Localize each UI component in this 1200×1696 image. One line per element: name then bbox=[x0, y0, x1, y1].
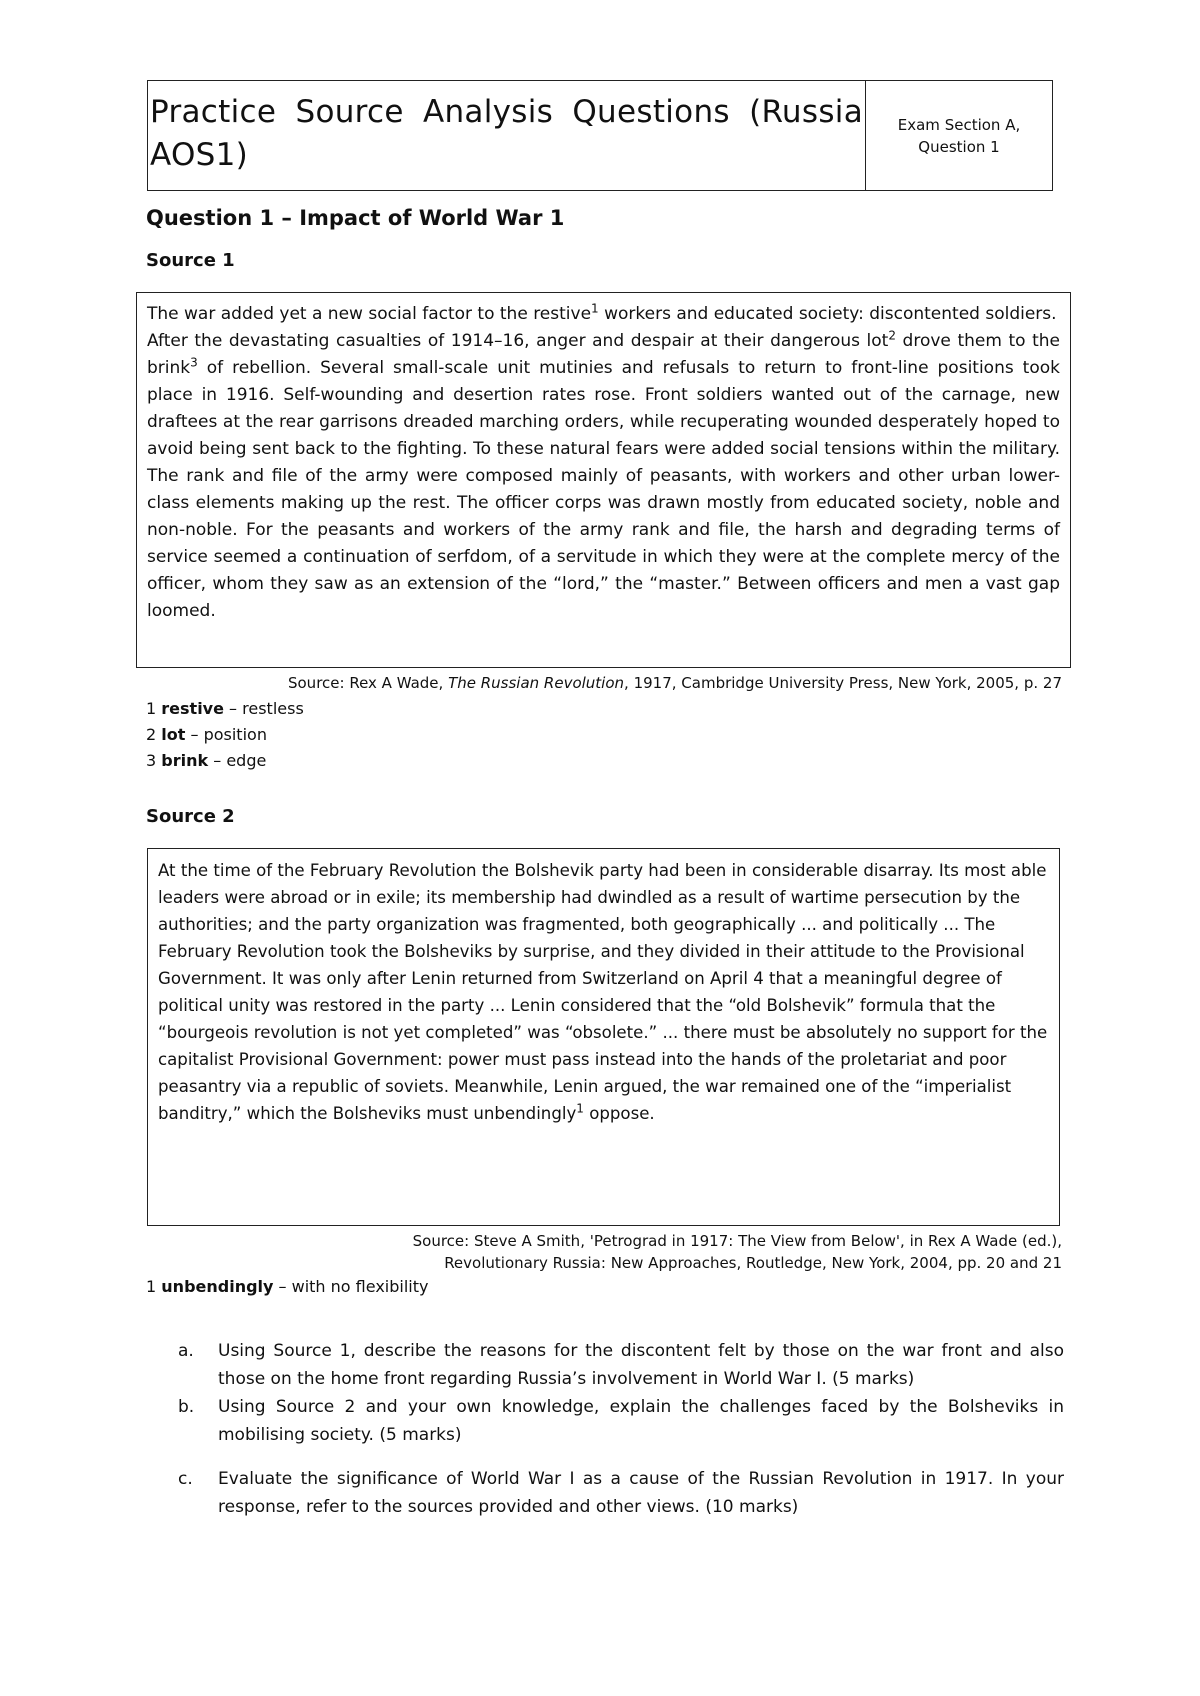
source2-line3: Government. It was only after Lenin returned from Switzerland on April 4 that a meaningful degree of political unity was restored in the party ... Lenin considered that the “old Bolshevik” formula that the “bourgeois revolution is not yet completed” was “obsolete.” ... there must be absolutely no support for the capitalist Provisional Government: power must pass instead into the hands of the proletariat and poor peasantry via a republic of soviets. Meanwhile, Lenin argued, the war remained one of the “imperialist banditry,” which the Bolsheviks must unbendingly$^1$ oppose. bbox=[158, 969, 1048, 1123]
source1-paragraph1: The war added yet a new social factor to the restive$^1$ workers and educated society: discontented soldiers. bbox=[147, 301, 1057, 324]
source2-citation: Source: Steve A Smith, 'Petrograd in 1917: The View from Below', in Rex A Wade (ed.), Revolutionary Russia: New Approaches, Routledge, New York, 2004, pp. 20 and 21 bbox=[412, 1232, 1062, 1272]
source1-label: Source 1 bbox=[146, 250, 235, 271]
glossary-item: 1 unbendingly – with no flexibility bbox=[146, 1277, 429, 1296]
document-title: Practice Source Analysis Questions (Russia AOS1) bbox=[148, 81, 866, 190]
header-table bbox=[147, 80, 1053, 191]
question-list bbox=[178, 1337, 1064, 1521]
glossary-item: 2 lot – position bbox=[146, 725, 267, 744]
question-item-b: b. Using Source 2 and your own knowledge, explain the challenges faced by the Bolsheviks in mobilising society. (5 marks) bbox=[178, 1397, 1064, 1445]
glossary-item: 1 restive – restless bbox=[146, 699, 304, 718]
source2-label: Source 2 bbox=[146, 806, 235, 827]
source1-glossary bbox=[146, 696, 304, 774]
exam-section-label bbox=[866, 81, 1052, 190]
question-item-c: c. Evaluate the significance of World War I as a cause of the Russian Revolution in 1917. In your response, refer to the sources provided and other views. (10 marks) bbox=[178, 1469, 1064, 1517]
source2-glossary bbox=[146, 1274, 428, 1300]
exam-section-line1: Exam Section A, bbox=[897, 115, 1021, 134]
source2-line2: February Revolution took the Bolsheviks by surprise, and they divided in their attitude to the Provisional bbox=[158, 942, 1025, 961]
source1-citation: Source: Rex A Wade, The Russian Revolution, 1917, Cambridge University Press, New York, 2005, p. 27 bbox=[287, 674, 1062, 692]
glossary-item: 3 brink – edge bbox=[146, 751, 267, 770]
source1-paragraph2: After the devastating casualties of 1914–16, anger and despair at their dangerous lot$^2$ drove them to the brink$^3$ of rebellion. Several small-scale unit mutinies and refusals to return to front-line positions took place in 1916. Self-wounding and desertion rates rose. Front soldiers wanted out of the carnage, new draftees at the rear garrisons dreaded marching orders, while recuperating wounded desperately hoped to avoid being sent back to the fighting. To these natural fears were added social tensions within the military. The rank and file of the army were composed mainly of peasants, with workers and other urban lower-class elements making up the rest. The officer corps was drawn mostly from educated society, noble and non-noble. For the peasants and workers of the army rank and file, the harsh and degrading terms of service seemed a continuation of serfdom, of a servitude in which they were at the complete mercy of the officer, whom they saw as an extension of the “lord,” the “master.” Between officers and men a vast gap loomed. bbox=[147, 328, 1060, 621]
source1-box bbox=[136, 292, 1071, 668]
exam-section-line2: Question 1 bbox=[918, 137, 1000, 156]
question-heading: Question 1 – Impact of World War 1 bbox=[146, 206, 565, 230]
source2-box bbox=[147, 848, 1060, 1226]
source2-line1: At the time of the February Revolution the Bolshevik party had been in considerable disarray. Its most able leaders were abroad or in exile; its membership had dwindled as a result of wartime persecution by the authorities; and the party organization was fragmented, both geographically ... and politically ... The bbox=[158, 861, 1047, 934]
question-item-a: a. Using Source 1, describe the reasons for the discontent felt by those on the war front and also those on the home front regarding Russia’s involvement in World War I. (5 marks) bbox=[178, 1341, 1064, 1389]
